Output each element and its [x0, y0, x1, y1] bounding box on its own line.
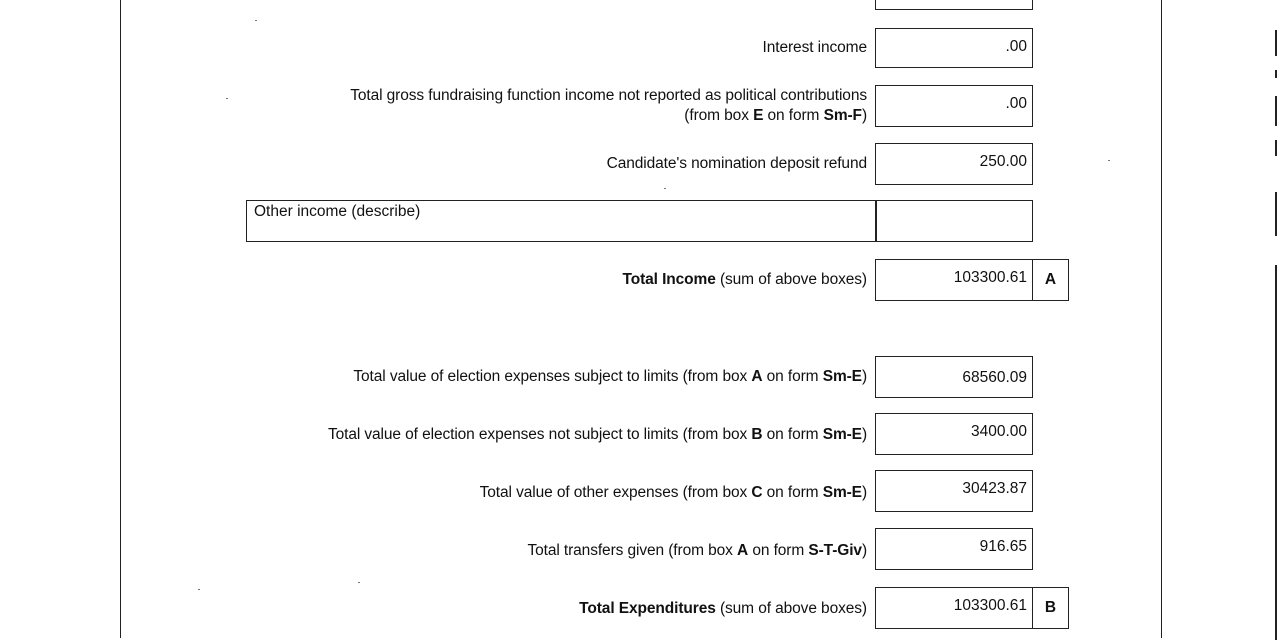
interest-income-label: Interest income [762, 39, 867, 56]
fundraising-income-value: .00 [1005, 95, 1027, 112]
fundraising-income-line1: Total gross fundraising function income not reported as political contributions [350, 87, 867, 104]
total-expenditures-box[interactable] [875, 587, 1033, 629]
fundraising-income-label [350, 86, 867, 126]
total-income-box[interactable] [875, 259, 1033, 301]
scan-speck [664, 188, 666, 189]
scan-speck [226, 98, 228, 99]
expenses-subject-value: 68560.09 [962, 369, 1027, 386]
fundraising-income-box[interactable] [875, 85, 1033, 127]
transfers-given-label: Total transfers given (from box A on form S-T-Giv) [527, 542, 867, 559]
other-income-description-field[interactable] [246, 200, 877, 242]
scan-speck [358, 582, 360, 583]
nomination-refund-label: Candidate's nomination deposit refund [606, 155, 867, 172]
total-income-box-letter: A [1032, 259, 1069, 301]
other-expenses-value: 30423.87 [962, 480, 1027, 497]
total-expenditures-label: Total Expenditures (sum of above boxes) [579, 600, 867, 617]
nomination-refund-value: 250.00 [979, 153, 1027, 170]
other-expenses-label: Total value of other expenses (from box C on form Sm-E) [479, 484, 867, 501]
expenses-not-subject-value: 3400.00 [970, 423, 1027, 440]
page-edge-marks [1275, 0, 1277, 640]
expenses-subject-box[interactable] [875, 356, 1033, 398]
total-income-value: 103300.61 [953, 269, 1027, 286]
transfers-given-value: 916.65 [979, 538, 1027, 555]
other-expenses-box[interactable] [875, 470, 1033, 512]
previous-value-box[interactable] [875, 0, 1033, 10]
expenses-not-subject-label: Total value of election expenses not subject to limits (from box B on form Sm-E) [327, 426, 867, 443]
fundraising-income-line2: (from box E on form Sm-F) [684, 107, 867, 124]
total-income-label: Total Income (sum of above boxes) [622, 271, 867, 288]
interest-income-box[interactable] [875, 28, 1033, 68]
total-expenditures-value: 103300.61 [953, 597, 1027, 614]
scan-speck [1108, 160, 1110, 161]
expenses-not-subject-box[interactable] [875, 413, 1033, 455]
interest-income-value: .00 [1005, 38, 1027, 55]
other-income-box[interactable] [875, 200, 1033, 242]
other-income-label: Other income (describe) [254, 203, 421, 220]
transfers-given-box[interactable] [875, 528, 1033, 570]
scan-speck [255, 20, 257, 21]
expenses-subject-label: Total value of election expenses subject to limits (from box A on form Sm-E) [353, 368, 867, 385]
scan-speck [198, 589, 200, 590]
total-expenditures-box-letter: B [1032, 587, 1069, 629]
nomination-refund-box[interactable] [875, 143, 1033, 185]
